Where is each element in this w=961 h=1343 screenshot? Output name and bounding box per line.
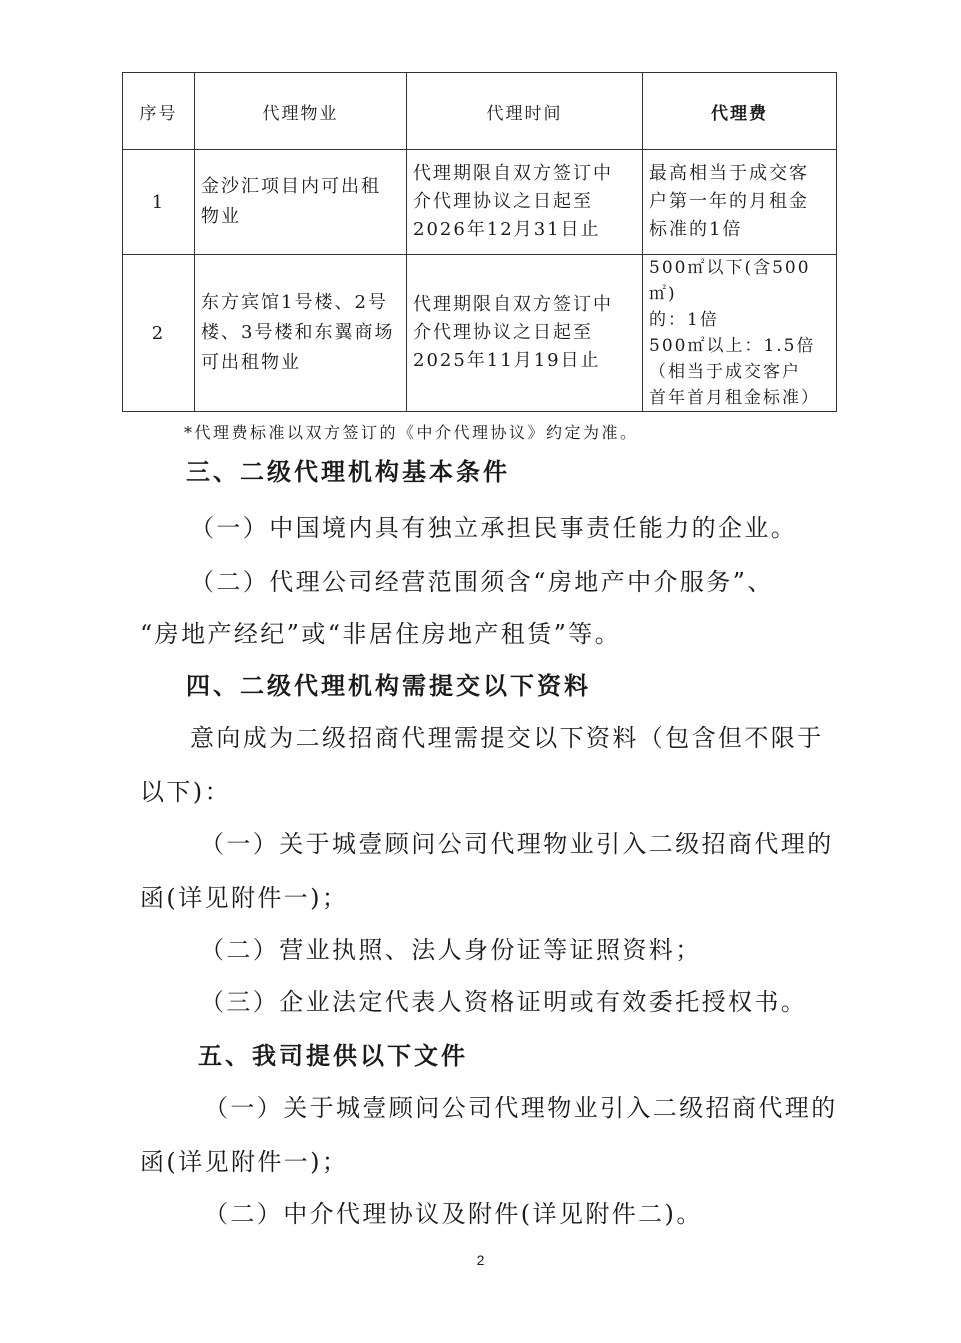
section-3-item-1: （一）中国境内具有独立承担民事责任能力的企业。	[190, 514, 798, 542]
page-number: 2	[476, 1252, 485, 1268]
section-4-item-3: （三）企业法定代表人资格证明或有效委托授权书。	[200, 988, 808, 1016]
section-4-intro: 意向成为二级招商代理需提交以下资料（包含但不限于	[190, 724, 824, 752]
row-fee: 最高相当于成交客 户第一年的月租金 标准的1倍	[643, 150, 837, 255]
section-4-title: 四、二级代理机构需提交以下资料	[186, 672, 591, 700]
section-5-item-1-cont: 函(详见附件一)；	[140, 1148, 349, 1176]
section-5-item-1: （一）关于城壹顾问公司代理物业引入二级招商代理的	[204, 1094, 838, 1122]
section-5-item-2: （二）中介代理协议及附件(详见附件二)。	[204, 1200, 703, 1228]
row-period: 代理期限自双方签订中 介代理协议之日起至 2026年12月31日止	[407, 150, 643, 255]
section-4-item-1-cont: 函(详见附件一)；	[140, 884, 349, 912]
header-no: 序号	[123, 73, 195, 150]
row-period: 代理期限自双方签订中 介代理协议之日起至 2025年11月19日止	[407, 255, 643, 412]
section-3-title: 三、二级代理机构基本条件	[186, 458, 510, 486]
table-row	[123, 150, 837, 255]
section-5-title: 五、我司提供以下文件	[198, 1042, 468, 1070]
section-3-item-2: （二）代理公司经营范围须含“房地产中介服务”、	[190, 568, 774, 596]
section-4-intro-cont: 以下)：	[140, 778, 231, 806]
header-fee: 代理费	[643, 73, 837, 150]
table-row	[123, 255, 837, 412]
row-property: 东方宾馆1号楼、2号 楼、3号楼和东翼商场 可出租物业	[195, 255, 407, 412]
row-no: 1	[123, 150, 195, 255]
header-period: 代理时间	[407, 73, 643, 150]
row-no: 2	[123, 255, 195, 412]
section-4-item-1: （一）关于城壹顾问公司代理物业引入二级招商代理的	[200, 830, 834, 858]
row-fee: 500㎡以下(含500㎡) 的：1倍 500㎡以上：1.5倍 （相当于成交客户 首年首月租金标准）	[643, 255, 837, 412]
fee-note: *代理费标准以双方签订的《中介代理协议》约定为准。	[184, 423, 639, 442]
row-property: 金沙汇项目内可出租 物业	[195, 150, 407, 255]
section-3-item-2-cont: “房地产经纪”或“非居住房地产租赁”等。	[140, 620, 622, 648]
table-header-row	[123, 73, 837, 150]
header-property: 代理物业	[195, 73, 407, 150]
section-4-item-2: （二）营业执照、法人身份证等证照资料；	[200, 936, 702, 964]
agency-fee-table	[122, 72, 837, 412]
